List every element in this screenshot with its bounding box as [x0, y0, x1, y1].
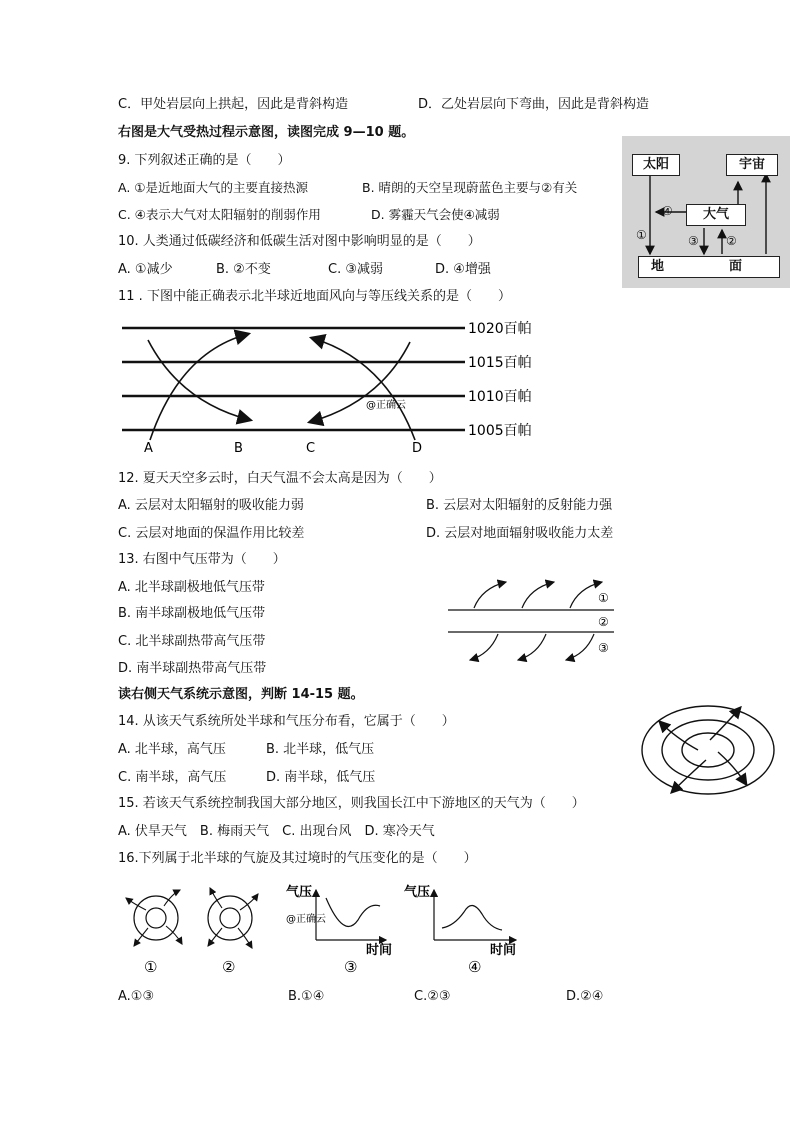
q9-stem: 9. 下列叙述正确的是（ ）	[118, 153, 291, 168]
isobar-label-1010: 1010百帕	[468, 389, 532, 405]
space-box: 宇宙	[726, 154, 778, 176]
q16-figures	[118, 876, 538, 980]
letter-c: C	[306, 441, 316, 456]
fig3-ylabel: 气压	[286, 885, 313, 900]
fig-num-3: ③	[344, 958, 358, 976]
q15-options: A. 伏旱天气 B. 梅雨天气 C. 出现台风 D. 寒冷天气	[118, 824, 435, 839]
q13-option-d: D. 南半球副热带高气压带	[118, 661, 267, 676]
fig4-xlabel: 时间	[490, 943, 517, 958]
sun-box: 太阳	[632, 154, 680, 176]
belt-label-3: ③	[598, 641, 609, 655]
q13-stem: 13. 右图中气压带为（ ）	[118, 552, 286, 567]
fig-num-1: ①	[144, 958, 158, 976]
q16-option-c: C.②③	[414, 989, 451, 1004]
q15-stem: 15. 若该天气系统控制我国大部分地区，则我国长江中下游地区的天气为（ ）	[118, 796, 585, 811]
fig3-xlabel: 时间	[366, 943, 393, 958]
q14-stem: 14. 从该天气系统所处半球和气压分布看，它属于（ ）	[118, 714, 455, 729]
arrow-d	[312, 338, 415, 440]
isobar-label-1020: 1020百帕	[468, 321, 532, 337]
atmosphere-box: 大气	[686, 204, 746, 226]
q10-option-c: C. ③减弱	[328, 262, 383, 277]
weather-system-diagram	[628, 700, 788, 800]
pressure-belt-diagram	[446, 576, 618, 666]
label-3: ③	[688, 234, 699, 248]
label-4: ④	[662, 204, 673, 218]
q9-option-d: D. 雾霾天气会使④减弱	[371, 207, 500, 222]
q16-option-b: B.①④	[288, 989, 325, 1004]
letter-a: A	[144, 441, 153, 456]
q11-stem: 11 . 下图中能正确表示北半球近地面风向与等压线关系的是（ ）	[118, 289, 511, 304]
heat-diagram	[622, 136, 790, 288]
arrow-a	[150, 334, 248, 440]
q14-option-b: B. 北半球，低气压	[266, 742, 375, 757]
letter-b: B	[234, 441, 243, 456]
q12-stem: 12. 夏天天空多云时，白天气温不会太高是因为（ ）	[118, 471, 442, 486]
q12-option-b: B. 云层对太阳辐射的反射能力强	[426, 498, 613, 513]
q16-option-a: A.①③	[118, 989, 155, 1004]
q10-option-b: B. ②不变	[216, 262, 271, 277]
q10-option-d: D. ④增强	[435, 262, 491, 277]
watermark: @正确云	[366, 400, 406, 411]
ground-box: 地 面	[638, 256, 780, 278]
q14-option-a: A. 北半球，高气压	[118, 742, 226, 757]
q10-stem: 10. 人类通过低碳经济和低碳生活对图中影响明显的是（ ）	[118, 234, 481, 249]
fig-num-4: ④	[468, 958, 482, 976]
q9-option-a: A. ①是近地面大气的主要直接热源	[118, 180, 308, 195]
q16-option-d: D.②④	[566, 989, 604, 1004]
label-1: ①	[636, 228, 647, 242]
fig-num-2: ②	[222, 958, 236, 976]
belt-label-1: ①	[598, 591, 609, 605]
belt-label-2: ②	[598, 615, 609, 629]
q14-option-c: C. 南半球，高气压	[118, 770, 227, 785]
q13-option-c: C. 北半球副热带高气压带	[118, 634, 266, 649]
q8-option-c: C．甲处岩层向上拱起，因此是背斜构造	[118, 97, 349, 112]
q12-option-d: D. 云层对地面辐射吸收能力太差	[426, 526, 614, 541]
q9-option-b: B. 晴朗的天空呈现蔚蓝色主要与②有关	[362, 180, 578, 195]
q16-stem: 16.下列属于北半球的气旋及其过境时的气压变化的是（ ）	[118, 851, 477, 866]
q13-option-a: A. 北半球副极地低气压带	[118, 580, 265, 595]
fig3-watermark: @正确云	[286, 914, 326, 925]
q10-option-a: A. ①减少	[118, 262, 173, 277]
q14-option-d: D. 南半球，低气压	[266, 770, 376, 785]
isobar-label-1015: 1015百帕	[468, 355, 532, 371]
q12-option-a: A. 云层对太阳辐射的吸收能力弱	[118, 498, 304, 513]
q9-option-c: C. ④表示大气对太阳辐射的削弱作用	[118, 207, 321, 222]
letter-d: D	[412, 441, 423, 456]
q12-option-c: C. 云层对地面的保温作用比较差	[118, 526, 305, 541]
fig4-ylabel: 气压	[404, 885, 431, 900]
intro-9-10: 右图是大气受热过程示意图，读图完成 9—10 题。	[118, 125, 415, 140]
isobar-label-1005: 1005百帕	[468, 423, 532, 439]
isobar-diagram	[110, 312, 550, 462]
q8-option-d: D．乙处岩层向下弯曲，因此是背斜构造	[418, 97, 650, 112]
intro-14-15: 读右侧天气系统示意图，判断 14-15 题。	[118, 687, 364, 702]
q13-option-b: B. 南半球副极地低气压带	[118, 606, 266, 621]
label-2: ②	[726, 234, 737, 248]
